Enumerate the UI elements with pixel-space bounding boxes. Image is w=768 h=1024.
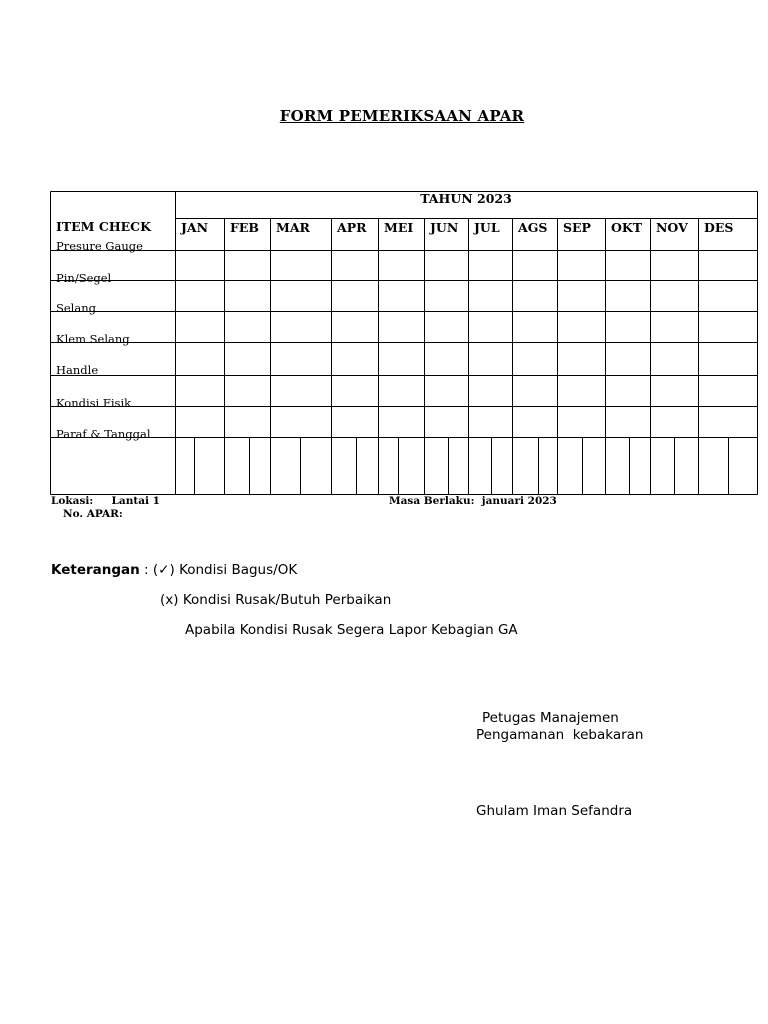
signature-role-line1: Petugas Manajemen xyxy=(482,710,619,726)
keterangan-row xyxy=(51,562,297,578)
check-mark-icon: (✓) xyxy=(152,562,175,578)
item-label: Paraf & Tanggal xyxy=(56,427,151,441)
rusak-text: Kondisi Rusak/Butuh Perbaikan xyxy=(182,592,392,608)
item-label: Selang xyxy=(56,301,96,315)
month-header-sep: SEP xyxy=(563,220,591,235)
form-title: FORM PEMERIKSAAN APAR xyxy=(279,107,525,125)
keterangan-separator: : xyxy=(139,562,153,578)
keterangan-label: Keterangan xyxy=(51,562,140,578)
ok-text: Kondisi Bagus/OK xyxy=(179,562,298,578)
masa-berlaku-label: Masa Berlaku: xyxy=(389,495,475,507)
lokasi-value: Lantai 1 xyxy=(111,495,160,507)
masa-berlaku-row xyxy=(389,495,557,507)
signature-role-line2: Pengamanan kebakaran xyxy=(476,727,644,743)
item-label: Klem Selang xyxy=(56,332,130,346)
rusak-row xyxy=(160,592,391,608)
no-apar-label: No. APAR: xyxy=(63,508,123,520)
month-header-nov: NOV xyxy=(656,220,688,235)
month-header-des: DES xyxy=(704,220,734,235)
item-label: Pin/Segel xyxy=(56,271,112,285)
lokasi-label: Lokasi: xyxy=(51,495,94,507)
month-header-mar: MAR xyxy=(276,220,310,235)
month-header-mei: MEI xyxy=(384,220,414,235)
signature-name: Ghulam Iman Sefandra xyxy=(476,803,633,819)
item-label: Handle xyxy=(56,363,99,377)
cross-mark-icon: (x) xyxy=(160,592,179,608)
lokasi-row xyxy=(51,495,160,507)
month-header-okt: OKT xyxy=(611,220,643,235)
item-label: Presure Gauge xyxy=(56,239,143,253)
month-header-ags: AGS xyxy=(518,220,548,235)
month-header-feb: FEB xyxy=(230,220,259,235)
inspection-table xyxy=(50,191,758,497)
item-check-header: ITEM CHECK xyxy=(56,219,151,234)
month-header-apr: APR xyxy=(337,220,367,235)
month-header-jun: JUN xyxy=(430,220,459,235)
month-header-jul: JUL xyxy=(474,220,500,235)
masa-berlaku-value: januari 2023 xyxy=(481,495,557,507)
month-header-jan: JAN xyxy=(181,220,209,235)
year-header: TAHUN 2023 xyxy=(420,191,512,206)
instruction-text: Apabila Kondisi Rusak Segera Lapor Kebagian GA xyxy=(185,622,518,638)
inspection-grid xyxy=(50,191,758,497)
item-label: Kondisi Fisik xyxy=(56,396,132,410)
